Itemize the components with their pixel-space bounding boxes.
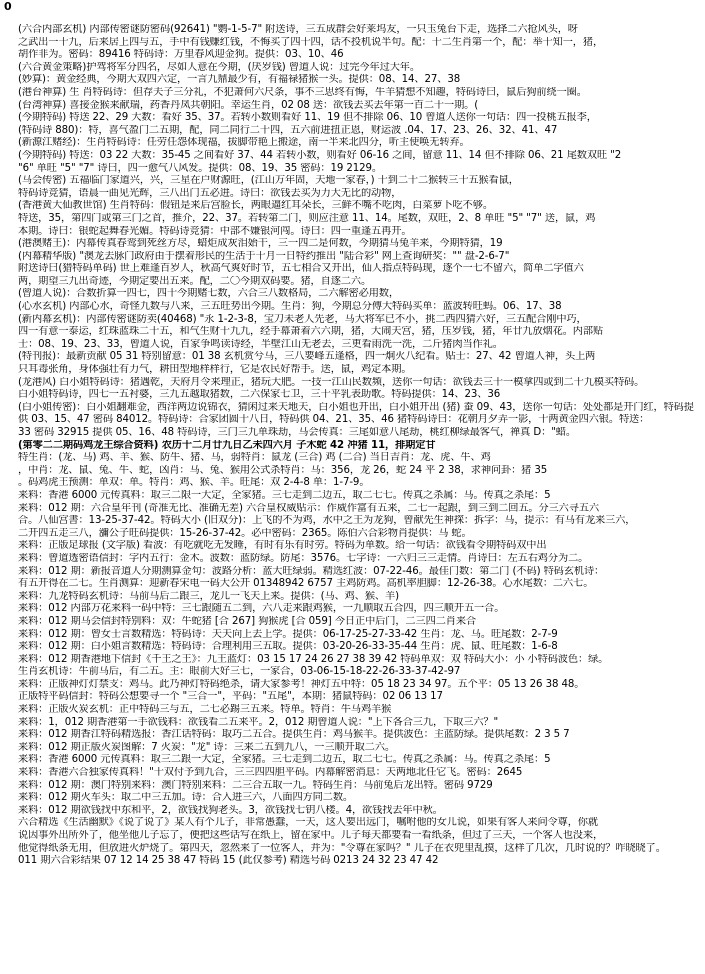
text-line: (六合内部玄机) 内部传密谜防密码(92641) "鹦-1-5-7" 附送诗，三五成群会好莱坞友，一只玉兔台下走，选择二六抢风头，呀 (18, 24, 578, 35)
text-line: (妙算)：黄金经典，今期大双四六定，一言九鼎最少有，有福禄猪猴一头。提供：08、14、27、38 (18, 74, 461, 86)
text-line: 来料：012 期正版火炭图解：7 火炭："龙" 诗：三来二五到九八，一三顺开取二六。 (18, 741, 395, 753)
text-line: (马会传密) 五福临门家道兴，兴，三星在户财源旺，(江山万年固，天地一家春，) 十到二十二猴转三十五猴看鼠， (18, 175, 519, 187)
text-line: (曾道人说)：合数折算一四七，四十今期赌七数，六合三八数格局，二六解密必用数， (18, 288, 399, 300)
text-line: (六合黄金策略)护驾将军分四名，尽如人意在今期，(厌岁钱) 曾道人说：过完今年过大年。 (18, 61, 420, 73)
text-line: (新内幕玄机)：内部传密谜防卖(40468) "永 1-2-3-8，宝刀未老人先老，马大将军已不小，挑二西四猜六好，三五配合刚中巧， (18, 313, 587, 325)
text-line: (今期特码) 特送 22、29 大数：看好 35、37。若转小数则看好 11、19 但不排除 06、10 曾道人送你一句话：四一投桃五报李， (18, 112, 597, 124)
text-line: ，中肖：龙、鼠、兔、牛、蛇，凶肖：马、兔、猴用公式杀特肖：马：356，龙 26，蛇 24 平 2 38，求神问卦：猪 35 (18, 464, 548, 476)
text-line: 来料：香港 6000 元传真料：取三二跟一大定，全家猪。三七走到二边五，取二七七。传真之杀属：马。传真之杀尾：5 (18, 754, 551, 766)
text-line: 来料：香港 6000 元传真料：取三二限一大定，全家猪。三七走到二边五，取二七七。传真之杀属：马。传真之杀尾：5 (18, 489, 551, 501)
newsletter-body (18, 24, 698, 972)
text-line: 四一有意一泰运，红珠蓝珠二十五，和气生财十九九，经手幕萧着六六期，猪，大闹天宫，猪，压岁钱，猪，年廿九放烟花。内部贴 (18, 326, 604, 338)
text-line: 来料：012 期：六合皇年刊 (奇准无比、准确无差) 六合皇权威贴示：作威作富有五来，二七一起跟，到三到二回五。分三六寻五六 (18, 502, 600, 514)
text-line: "6" 单旺 "5" "7" 诗曰，四一愈气八风发。提供：08、19、35 密码：19 2129。 (18, 162, 382, 174)
text-line: 011 期六合彩结果 07 12 14 25 38 47 特码 15 (此仅参考) 精选号码 0213 24 32 23 47 42 (18, 855, 439, 867)
text-line: 来料：012 期火车头：取二中三五加。诗：合入进三六，八面四方同二数。 (18, 792, 353, 804)
text-line: 来料：012 期：新报音道人分期测算金句：波路分析：蓝大旺绿弱。精选红波：07-22-46。最佳门数：第二门 (不码) 特码玄机诗： (18, 565, 605, 577)
text-line: 特生肖：(龙、马) 鸡、羊、猴、防牛、猪、马，弱特肖：鼠龙 (三合) 鸡 (二合) 当日吉肖：龙、虎、牛、鸡 (18, 452, 491, 464)
text-line: 二开四五走三八，瀰公子旺码提供：15-26-37-42。必中密码：2365。陈伯六合彩物肖提供：马 蛇。 (18, 527, 472, 539)
text-line: 本期。诗曰：银蛇起舞春光媚。特码诗竞猜：中部不嫌银河闯。诗曰：四一重逢五再开。 (18, 225, 412, 237)
text-line: 有五开得在二七。生肖测算：迎新春宋电一码大公开 01348942 6757 主鸡防鸡。高机率胆脚：12-26-38。心水尾数：二六七。 (18, 578, 594, 590)
text-line: 白小姐特码诗，四七一五衬婆，三九五越取猪数，二六保家七卫，三十平乳表助歌。特码提供：14、23、36 (18, 389, 501, 401)
text-line: 他觉得纸条无用，但放进火炉烧了。第四天，忽然来了一位客人，并为："令尊在家吗？" 儿子在衣兜里乱摸，这样了几次，几时说的？咋晓晓了。 (18, 842, 666, 854)
text-line: 只耳毒张角，身体强壮有力气，耕田型地样样行，它是农民好帮手。送，鼠，鸡定本期。 (18, 364, 412, 376)
text-line: 来料：012 期：白小姐言数精选：特码诗：合理利用三五取。提供：03-20-26-33-35-44 生肖：虎、鼠、旺尾数：1-6-8 (18, 641, 558, 653)
text-line: 说因事外出所外了，他坐他儿子忘了，便把这些话写在纸上，留在家中。儿子每天都要看一看纸条，但过了三天，一个客人也没来， (18, 830, 604, 841)
text-line: 特送，35，第四门或第三门之首，推介，22、37。若转第二门，则应注意 11、14。尾数，双旺，2、8 单旺 "5" "7" 送，鼠，鸡 (18, 212, 596, 224)
text-line: (今期特码) 特送：03 22 大数：35-45 之间看好 37、44 若转小数，则看好 06-16 之间，留意 11、14 但不排除 06、21 尾数双旺 "2 (18, 149, 622, 161)
text-line: (特刊报)：最新贡献 05 31 特别留意：01 38 玄机赏兮马，三八要峰五逢格，四一炯火八纪看。贴士：27、42 曾道人神，头上两 (18, 351, 596, 363)
text-line: 六合精选《生活幽默》《说了说了》某人有个儿子，非常愚蠢，一天，这人要出远门，嘱咐他的女儿说，如果有客人来问令尊，你就 (18, 817, 598, 829)
text-line: (香港黄大仙教世馆) 生肖特码：假钮是来后宫脸长，两眼逼红耳朵长，三鲜不嘴不吃肉，白菜萝卜吃不够。 (18, 200, 493, 212)
text-line: 附送诗曰(猎特码单码) 世上难逢百岁人，秋高气爽好时节，五七相合又开出，仙人指点特码现，逐个一七不留六，简单二字值六 (18, 263, 584, 275)
text-line: (台湾神算) 喜接金猴来献瑞，药香丹凤共朝阳。幸运生肖，02 08 送：欲钱去买去年第一百二十一期。( (18, 99, 479, 111)
text-line: 来料：012 期：澳门特别来料：澳门特别来料：二三合五取一九。特码生肖：马前兔后龙出特。密码 9729 (18, 779, 493, 791)
text-line: 生肖玄机诗：牛前马后，有二五。主：眼前大好三七，一家合，03-06-15-18-22-26-33-37-42-97 (18, 666, 461, 678)
text-line: 两，期望三九出奇迹，今期定要出五来。配，二〇今期双码要。猪，自逐二六。 (18, 275, 372, 287)
text-line: 合。八仙宫書：13-25-37-42。特码大小 (旧双分)：上飞的不为鸡，水中之王为龙狗，曾献先生神探：拆字：马，提示：有马有龙来三六， (18, 515, 636, 527)
text-line: (白小姐传密)：白小姐翻难金，西洋两边说锦衣，猜闲过来天地天，白小姐也开出，白小姐开出 (猪) 蚕 09、43，送你一句话：处处都是开门红，特码提 (18, 401, 694, 413)
text-line: (内幕精华版) "澳龙去脉门政府由于摆着形民的生活于十月一日特约推出 "陆合彩" 网上查询研奖："" 盘-2-6-7" (18, 250, 510, 262)
text-line: 来料：正版神灯灯禁支：鸡马。此乃神灯特码绝杀，请大家参考！神灯五中特：05 18 23 34 97。五个平：05 13 26 38 48。 (18, 678, 585, 690)
text-line: 来料：012 期欲钱找中东和平，2，欲钱找狗老头。3，欲钱找七钥八楼。4，欲钱找去年中秋。 (18, 804, 443, 816)
text-line: (港澳赌王)：内幕传真春鸾到死丝方尽，蜡炬成灰泪始干，三一四二是何数，今期猜马兔羊来，今期特猜，19 (18, 238, 503, 250)
text-line: 正版特平码信封：特码公想要寻一个 "三合一"，平码："五尾"，本期：猪鼠特码：02 06 13 17 (18, 691, 443, 703)
text-line: 来料：香港六合独家传真料！"十双付予到九合，三三四四胆平码。内幕解密消息：天两地北任它飞。密码：2645 (18, 767, 523, 779)
text-line: 来料：正版足球报 (文字版) 看波：有吃就吃无发睡，有时有乐有时劳。特码为单数。给一句话：欲钱看令期特码双中出 (18, 540, 547, 552)
text-line: 胡作非为。密码：89416 特码诗：万里春风迎金狗。提供：03、10、46 (18, 49, 344, 61)
text-line: (特码诗 880)：特，喜气盈门二五期，配，同二同行二十四，五六前进扭正恩，财运波 .04、17、23、26、32、41、47 (18, 124, 558, 136)
text-line: 士：08、19、23、33，曾道人说，百家争鸣读诗经，半壁江山无老去，三更看雨洗一洗，二斤猪肉当作礼。 (18, 338, 503, 350)
text-line: (龙港风) 白小姐特码诗：猪遇乾，天府月令来理正，猪玩大肥。一技一江山民数频，送你一句话：欲钱去三十一模拿四或到二十九模买特码。 (18, 376, 645, 388)
text-line: 来料：九龙特码玄机诗：马前马后二跟三，龙儿一飞天上来。提供：(马、鸡、猴、羊) (18, 590, 399, 602)
page-number: 0 (4, 0, 12, 13)
text-line: 来料：012 内部万花来料一码中特：三七跟随五二到，六八走来跟鸡猴，一九顺取五合四，四三顺开五一合。 (18, 603, 505, 615)
text-line: 来料：012 期马会信封特别料：双：牛蛇猪 [合 267] 狗猴虎 [合 059] 今日正中后门，二三四二肖来合 (18, 615, 477, 627)
text-line: 来料：1，012 期香港第一手欲钱料：欲钱看二五来平。2，012 期曾道人说："上下各合三九，下取三六？" (18, 716, 499, 728)
text-line: 来料：012 期香港地下信封《千王之王》：九王蓝灯：03 15 17 24 26 27 38 39 42 特码单双：双 特码大小：小 小特码波色：绿。 (18, 653, 609, 665)
text-line: 来料：012 期香江特码精选报：香江话特码：取巧二五合。提供生肖：鸡马猴羊。提供波色：主蓝防绿。提供尾数：2 3 5 7 (18, 729, 570, 741)
text-line: 来料：012 期：曾女士言数精选：特码诗：天天向上去上学。提供：06-17-25-27-33-42 生肖：龙、马。旺尾数：2-7-9 (18, 628, 558, 640)
text-line: (港台神算) 生 肖特码诗：但存夫子三分礼，不犯萧何六尺条，事不三思终有悔，牛羊猜想不知趣，特码诗曰，鼠后狗前绕一圈。 (18, 86, 587, 98)
text-line: 特码诗竞猜，语晨一曲见光辉，三八出门五必进。诗曰：欲钱去买为力大无比的动物， (18, 187, 402, 199)
text-line: 33 密码 32915 提供 05、16、48 特码诗，三门三九单珠劫，马会传真：三尾如意八尾劫，桃红柳绿最客气，禅真 D："蜡。 (18, 427, 576, 438)
text-line: 。码鸡虎王预测：单双：单。特肖：鸡、猴、羊。旺尾：双 2-4-8 单：1-7-9。 (18, 477, 370, 489)
text-line: 来料：正版火炭玄机：正中特码三与五，二七必踢三五来。特单。特肖：牛马鸡羊猴 (18, 704, 392, 716)
text-line: (第零二二期码鸡龙王综合资料) 农历十二月廿九日乙未四六月 子木蛇 42 冲猪 11，排期定甘 (18, 439, 436, 451)
text-line: (新源江赌经)：生肖特码诗：任劳任怨体现福，拔脚带艳上搬途，南一半来北四分，听主使唤无转弃。 (18, 137, 470, 149)
text-line: (心水玄机) 内部心水，奇怪九数与八来，三五旺势出今期。生肖：狗，今期总分傅大特码买单：蓝波转旺蚂。06、17、38 (18, 301, 562, 313)
text-line: 之武出一十九，后来居上四与五，手中有钱赚红钱，不悔买了四十四，话不投机说半句。配：十二生肖第一个，配：举十知一，猪， (18, 36, 604, 48)
text-line: 来料：曾道透密语信封：字内五行：金木。波数：蓝防绿。防尾：3576。七字诗：一六归三三走情。肖诗曰：左五右鸡分为二。 (18, 552, 589, 564)
text-line: 供 03、15、47 密码 84012。特码诗：合家团圆十八日，特码供 04、21、35、46 猪特码诗曰：花朝月夕弄一影，十两黄金四六银。特送： (18, 414, 650, 426)
